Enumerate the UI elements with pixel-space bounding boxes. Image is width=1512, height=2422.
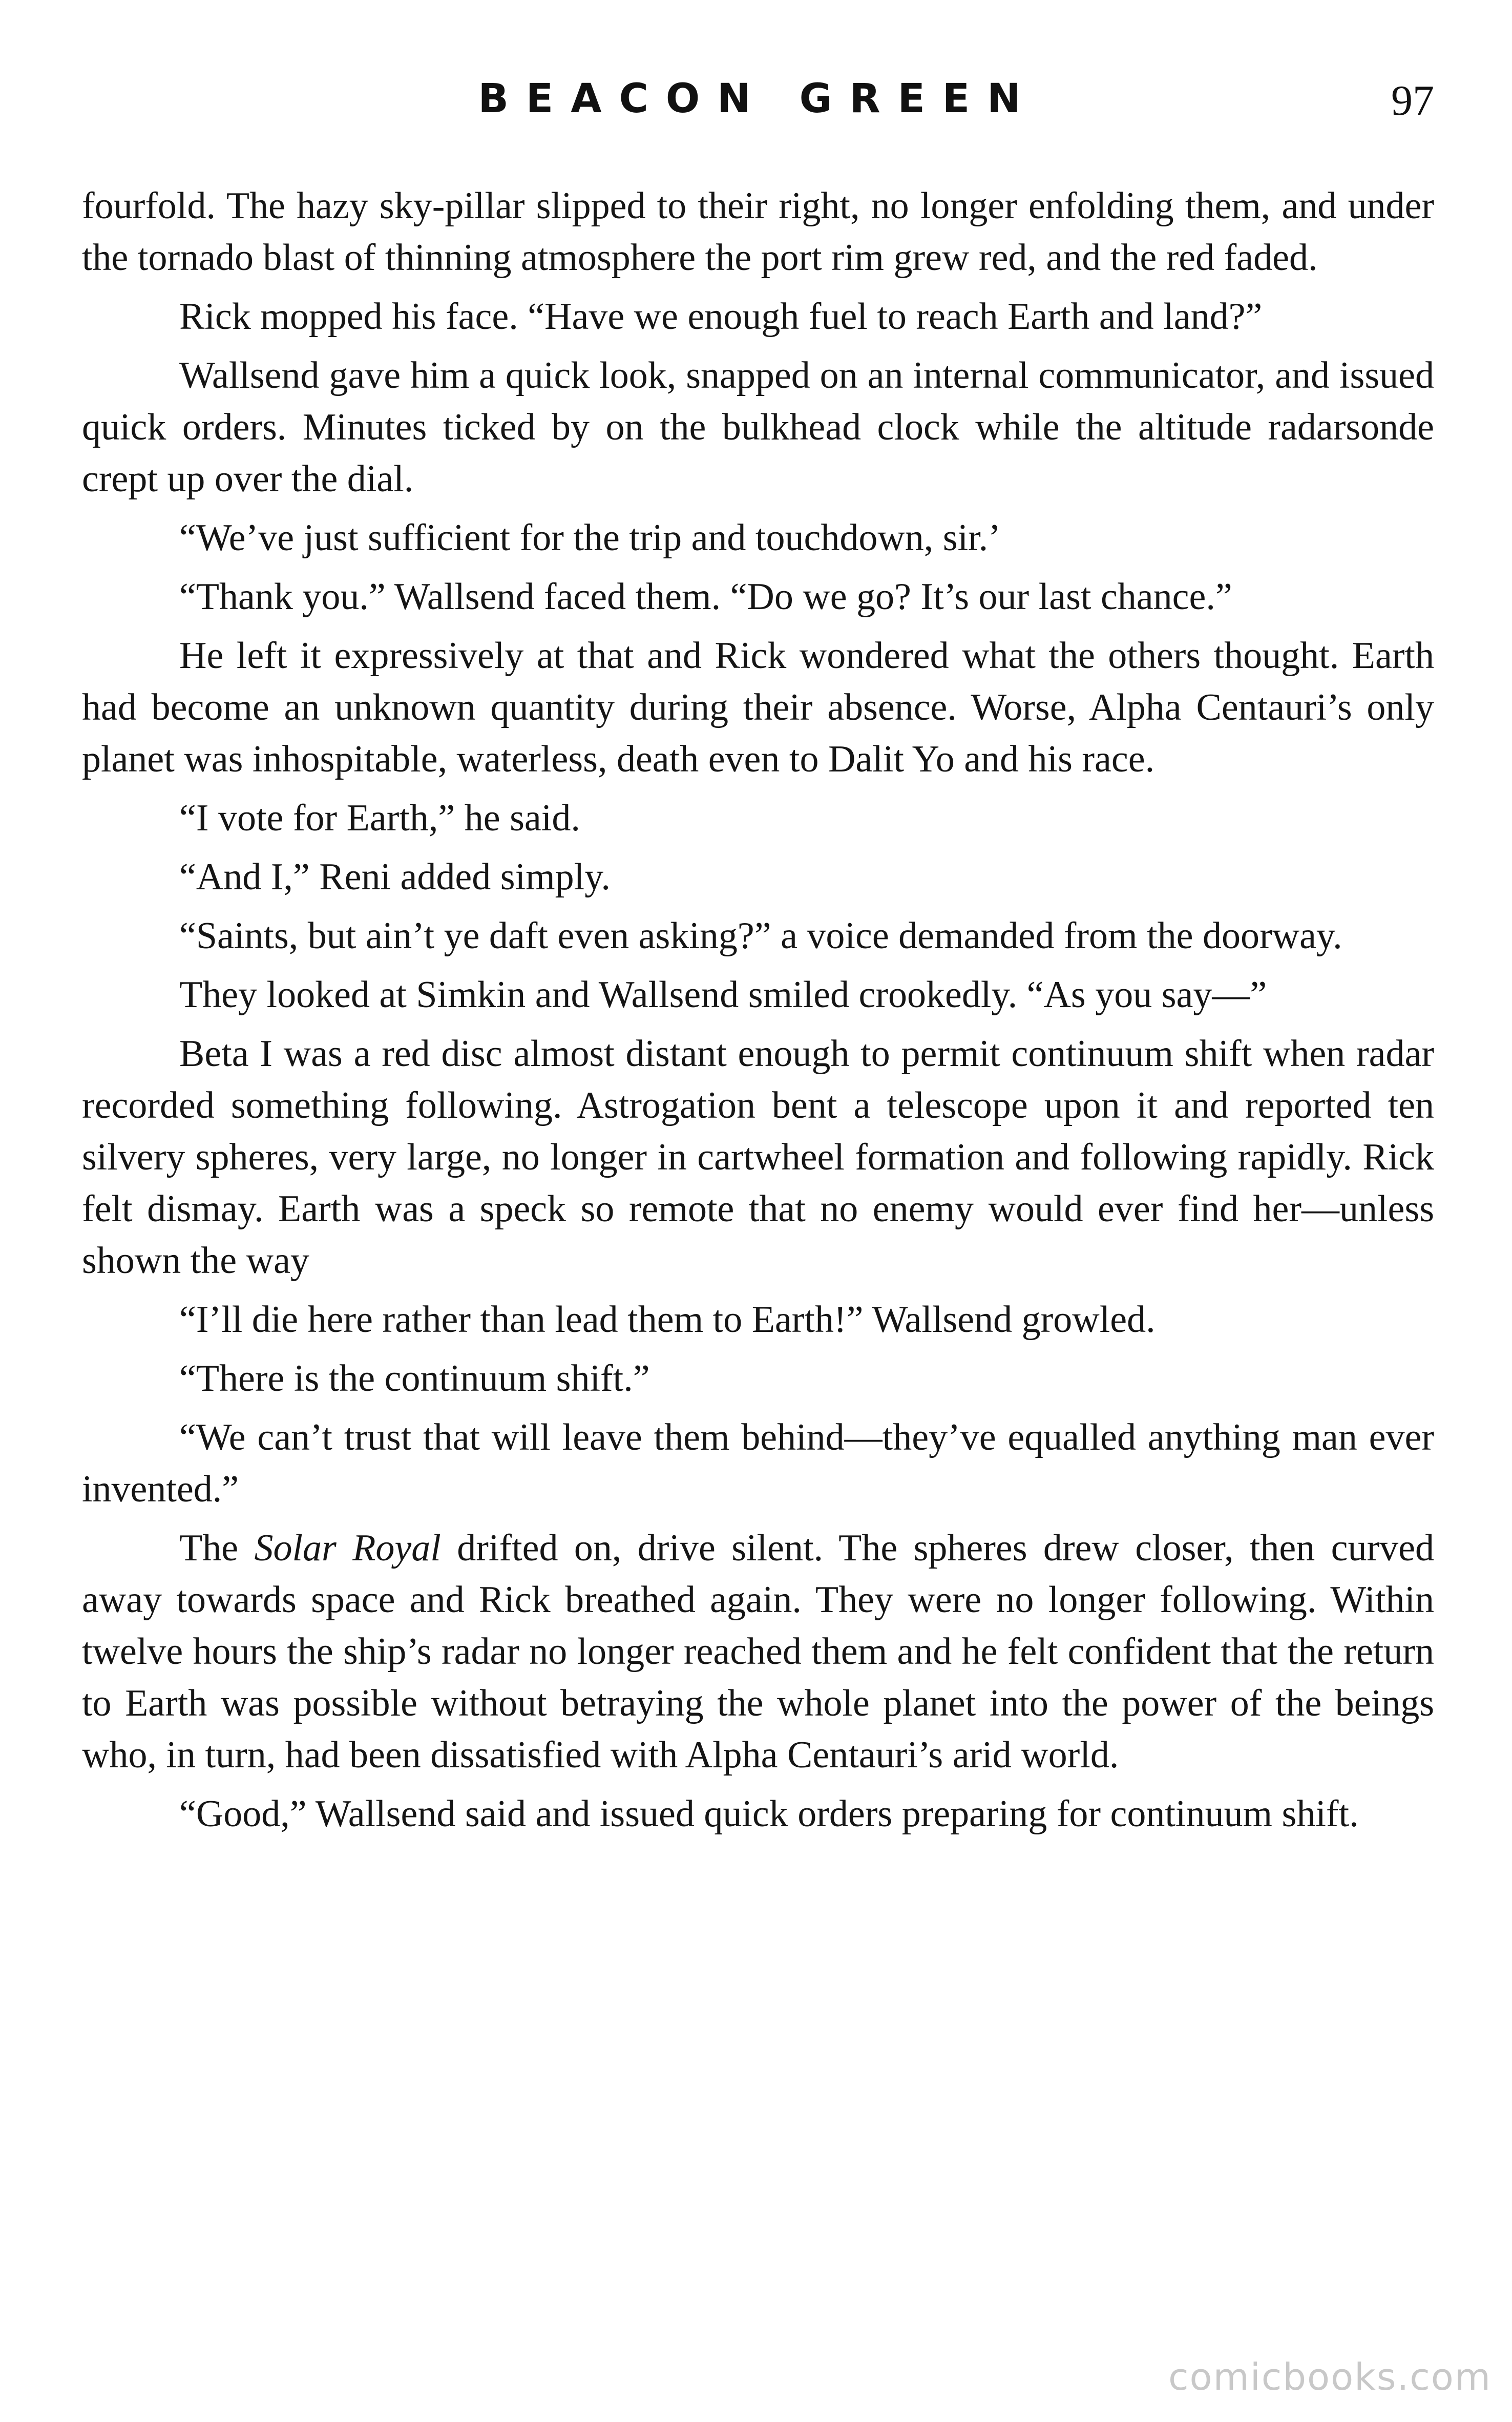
paragraph: They looked at Simkin and Wallsend smiled crookedly. “As you say—”	[179, 974, 1267, 1016]
ship-name: Solar Royal	[254, 1527, 441, 1569]
paragraph: “I vote for Earth,” he said.	[179, 797, 580, 839]
paragraph: “We’ve just sufficient for the trip and touchdown, sir.’	[179, 517, 1001, 559]
paragraph: The Solar Royal drifted on, drive silent. The spheres drew closer, then curved away towards space and Rick breathed again. They were no longer following. Within twelve hours the ship’s radar no longer reached them and he felt confident that the return to Earth was possible without betraying the whole planet into the power of the beings who, in turn, had been dissatisfied with Alpha Centauri’s arid world.	[82, 1527, 1434, 1776]
paragraph: “And I,” Reni added simply.	[179, 856, 611, 898]
paragraph: fourfold. The hazy sky-pillar slipped to their right, no longer enfolding them, and under the tornado blast of thinning atmosphere the port rim grew red, and the red faded.	[82, 185, 1434, 279]
paragraph: Rick mopped his face. “Have we enough fuel to reach Earth and land?”	[179, 296, 1263, 338]
paragraph: “I’ll die here rather than lead them to Earth!” Wallsend growled.	[179, 1299, 1156, 1341]
paragraph: He left it expressively at that and Rick wondered what the others thought. Earth had become an unknown quantity during their absence. Worse, Alpha Centauri’s only planet was inhospitable, waterless, death even to Dalit Yo and his race.	[82, 635, 1434, 780]
paragraph: “Thank you.” Wallsend faced them. “Do we go? It’s our last chance.”	[179, 576, 1232, 618]
page-number: 97	[1391, 77, 1434, 124]
body-text	[82, 180, 1434, 1847]
paragraph: “We can’t trust that will leave them behind—they’ve equalled anything man ever invented.”	[82, 1416, 1434, 1510]
paragraph: Wallsend gave him a quick look, snapped on an internal communicator, and issued quick orders. Minutes ticked by on the bulkhead clock while the altitude radarsonde crept up over the dial.	[82, 354, 1434, 500]
paragraph: “Good,” Wallsend said and issued quick orders preparing for continuum shift.	[179, 1793, 1359, 1835]
paragraph: “There is the continuum shift.”	[179, 1358, 650, 1400]
watermark: comicbooks.com	[1168, 2355, 1492, 2398]
page-header	[82, 76, 1434, 132]
running-title: BEACON GREEN	[478, 76, 1038, 122]
paragraph: Beta I was a red disc almost distant enough to permit continuum shift when radar recorded something following. Astrogation bent a telescope upon it and reported ten silvery spheres, very large, no longer in cartwheel formation and following rapidly. Rick felt dismay. Earth was a speck so remote that no enemy would ever find her—unless shown the way	[82, 1033, 1434, 1282]
paragraph: “Saints, but ain’t ye daft even asking?” a voice demanded from the doorway.	[179, 915, 1342, 957]
